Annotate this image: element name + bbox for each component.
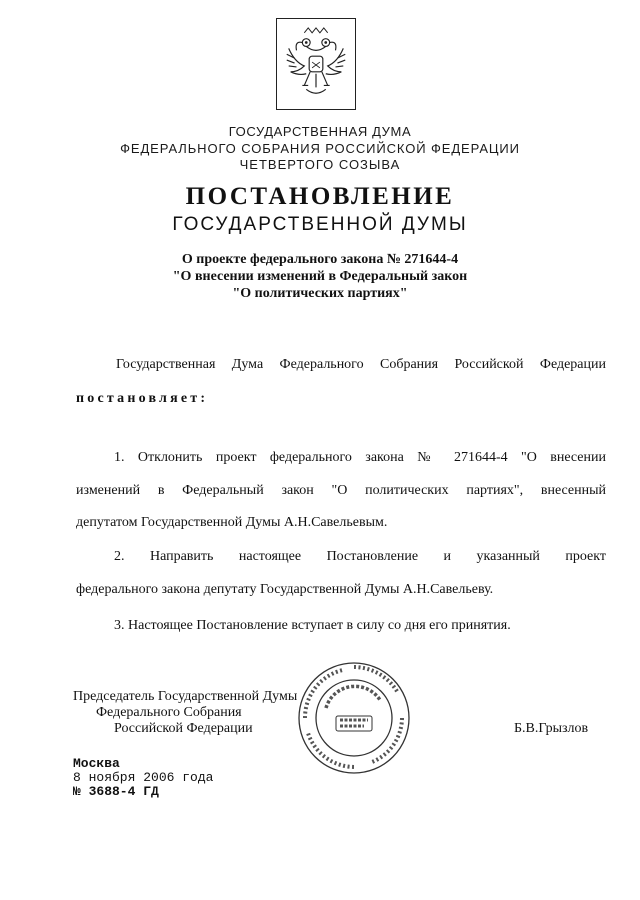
signatory-name: Б.В.Грызлов	[514, 721, 589, 736]
decides-word: постановляет:	[76, 391, 209, 406]
document-date: 8 ноября 2006 года	[73, 770, 214, 785]
coat-of-arms-emblem	[276, 18, 356, 110]
document-title: ПОСТАНОВЛЕНИЕ	[185, 183, 455, 210]
subject-line-2: "О внесении изменений в Федеральный закон	[172, 269, 468, 284]
item-1-line-2: изменений в Федеральный закон "О политических партиях", внесенный	[76, 483, 606, 498]
subject-line-1: О проекте федерального закона № 271644-4	[181, 252, 459, 267]
round-seal-icon	[296, 660, 412, 776]
item-2-line-2: федерального закона депутату Государственной Думы А.Н.Савельеву.	[76, 582, 494, 597]
preamble-text: Государственная Дума Федерального Собрания Российской Федерации	[116, 357, 606, 372]
header-organization: ГОСУДАРСТВЕННАЯ ДУМА	[228, 124, 412, 139]
subject-line-3: "О политических партиях"	[232, 286, 408, 301]
item-3-line-1: 3. Настоящее Постановление вступает в силу со дня его принятия.	[114, 618, 511, 633]
header-convocation: ЧЕТВЕРТОГО СОЗЫВА	[239, 157, 401, 172]
item-1-line-3: депутатом Государственной Думы А.Н.Савельевым.	[76, 515, 388, 530]
double-headed-eagle-icon	[277, 19, 355, 109]
signatory-position-line-2: Федерального Собрания	[96, 705, 242, 720]
official-stamp	[296, 660, 412, 776]
item-1-line-1: 1. Отклонить проект федерального закона № 271644-4 "О внесении	[114, 450, 606, 465]
signatory-position-line-3: Российской Федерации	[114, 721, 253, 736]
header-parliament: ФЕДЕРАЛЬНОГО СОБРАНИЯ РОССИЙСКОЙ ФЕДЕРАЦИИ	[120, 141, 520, 156]
item-2-line-1: 2. Направить настоящее Постановление и указанный проект	[114, 549, 606, 564]
document-number: № 3688-4 ГД	[73, 784, 159, 799]
signatory-position-line-1: Председатель Государственной Думы	[73, 689, 298, 704]
document-subtitle: ГОСУДАРСТВЕННОЙ ДУМЫ	[172, 214, 468, 235]
document-city: Москва	[73, 756, 120, 771]
